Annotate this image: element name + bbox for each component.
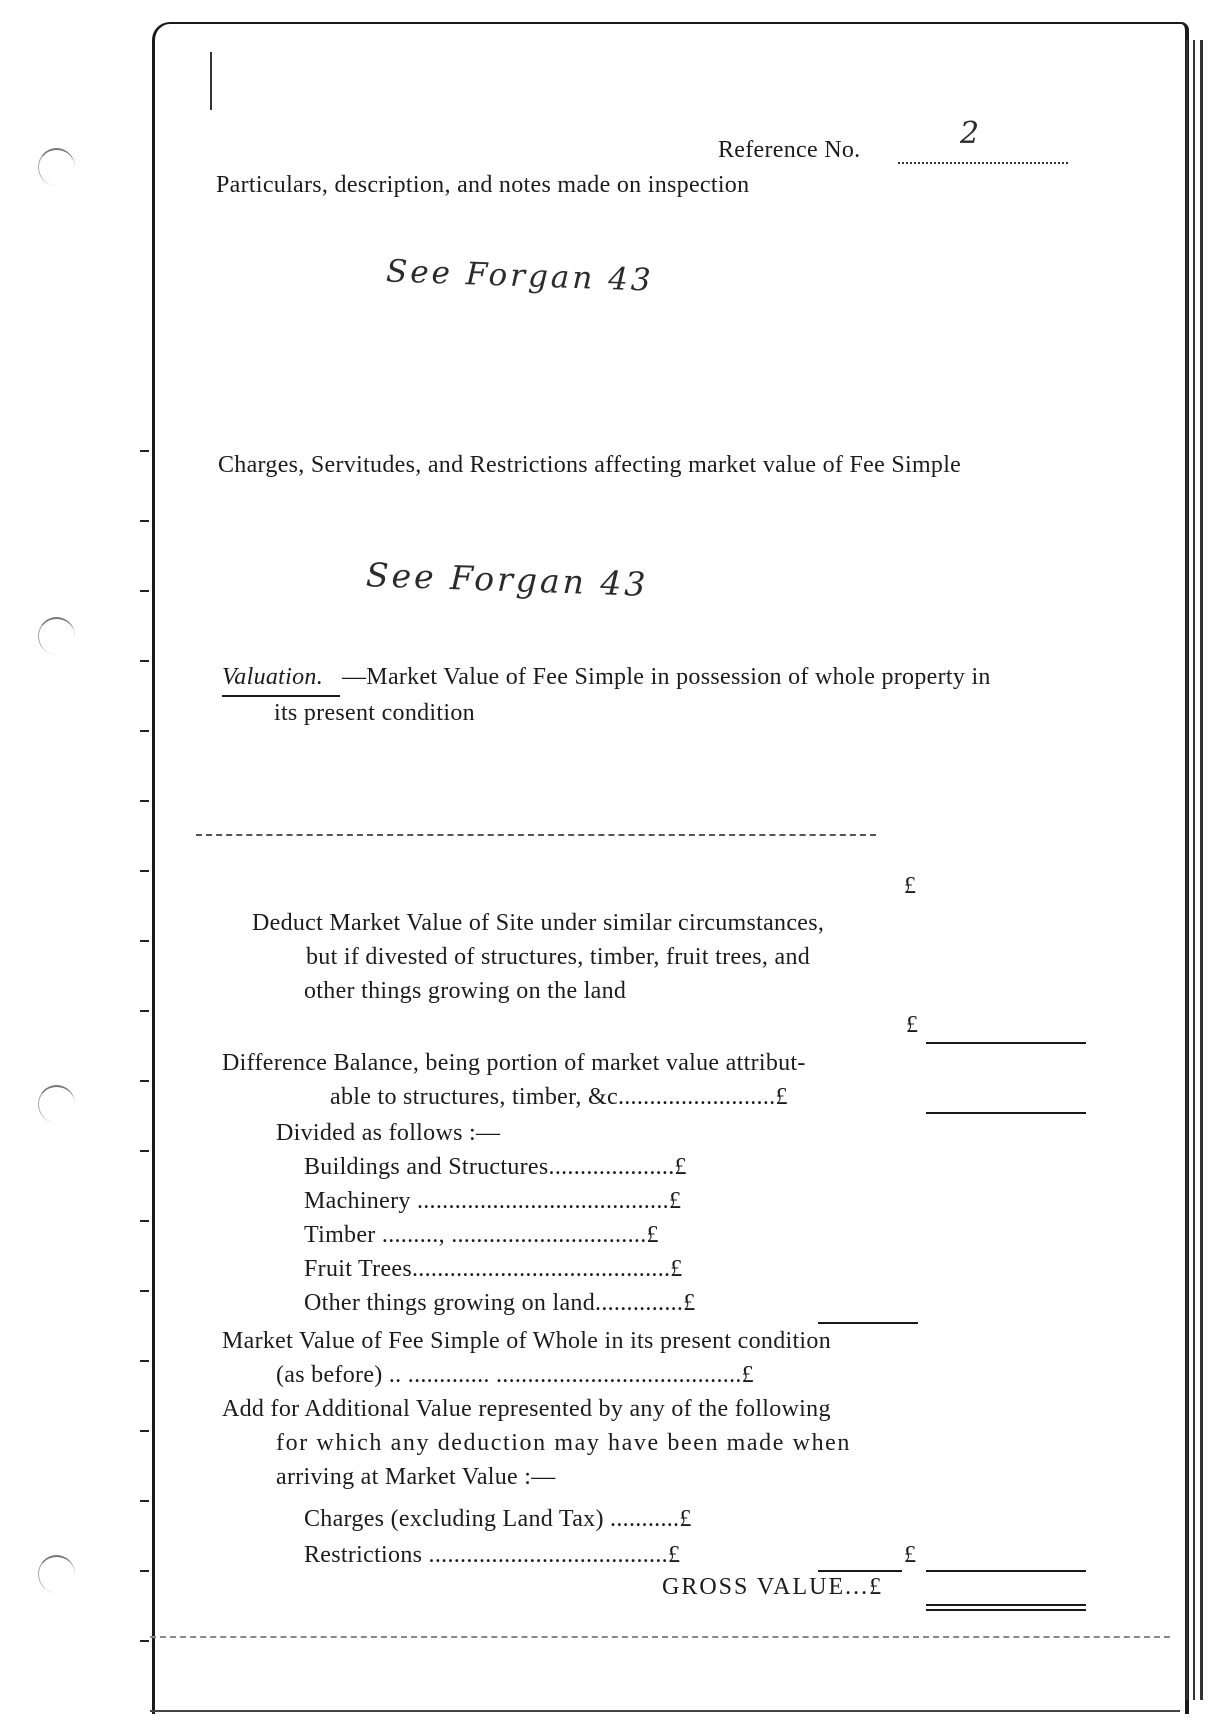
binding-tick <box>140 1080 149 1082</box>
punch-hole <box>38 617 75 655</box>
difference-line2: able to structures, timber, &c.........................£ <box>330 1084 788 1110</box>
difference-amount-line <box>926 1112 1086 1114</box>
particulars-handwritten-note: See Forgan 43 <box>385 253 655 299</box>
item-other-things: Other things growing on land..............£ <box>304 1290 696 1316</box>
page-stack-edge <box>1193 40 1195 1700</box>
gross-value-label: GROSS VALUE...£ <box>662 1574 884 1600</box>
currency-symbol: £ <box>904 1542 917 1568</box>
valuation-text-line2: its present condition <box>274 700 475 726</box>
reference-label: Reference No. <box>718 137 861 163</box>
form-page-border <box>152 22 1189 1714</box>
valuation-heading: Valuation. <box>222 664 324 690</box>
particulars-label: Particulars, description, and notes made on inspection <box>216 172 750 198</box>
valuation-entry-line <box>196 834 876 836</box>
binding-tick <box>140 520 149 522</box>
valuation-text-line1: —Market Value of Fee Simple in possession of whole property in <box>342 664 991 690</box>
add-line1: Add for Additional Value represented by any of the following <box>222 1396 831 1422</box>
binding-tick <box>140 1430 149 1432</box>
binding-tick <box>140 730 149 732</box>
reference-line <box>898 162 1068 164</box>
currency-symbol: £ <box>904 873 917 899</box>
item-timber: Timber ........., ...............................£ <box>304 1222 659 1248</box>
difference-line1: Difference Balance, being portion of market value attribut- <box>222 1050 806 1076</box>
charges-handwritten-note: See Forgan 43 <box>365 555 650 604</box>
binding-tick <box>140 1360 149 1362</box>
binding-tick <box>140 590 149 592</box>
binding-tick <box>140 1220 149 1222</box>
currency-symbol: £ <box>906 1012 919 1038</box>
page-bottom-edge <box>150 1710 1180 1712</box>
binding-tick <box>140 870 149 872</box>
item-buildings: Buildings and Structures....................£ <box>304 1154 687 1180</box>
binding-tick <box>140 660 149 662</box>
binding-tick <box>140 1010 149 1012</box>
valuation-underline <box>222 695 340 697</box>
binding-tick <box>140 940 149 942</box>
deduct-line2: but if divested of structures, timber, fruit trees, and <box>306 944 811 970</box>
binding-tick <box>140 1290 149 1292</box>
binding-tick <box>140 800 149 802</box>
binding-tick <box>140 1500 149 1502</box>
binding-tick <box>140 1150 149 1152</box>
deduct-amount-line <box>926 1042 1086 1044</box>
market-value-line1: Market Value of Fee Simple of Whole in its present condition <box>222 1328 831 1354</box>
binding-tick <box>140 1640 149 1642</box>
punch-hole <box>38 1555 75 1593</box>
binding-tick <box>140 1570 149 1572</box>
restrictions-item: Restrictions ......................................£ <box>304 1542 681 1568</box>
charges-item: Charges (excluding Land Tax) ...........£ <box>304 1506 692 1532</box>
reference-value: 2 <box>960 116 983 151</box>
binding-tick <box>140 450 149 452</box>
item-machinery: Machinery ........................................£ <box>304 1188 682 1214</box>
additional-amount-line <box>926 1570 1086 1572</box>
punch-hole <box>38 148 75 186</box>
add-line2: for which any deduction may have been made when <box>276 1430 852 1456</box>
restrictions-amount-line <box>818 1570 902 1572</box>
add-line3: arriving at Market Value :— <box>276 1464 556 1490</box>
gross-value-line <box>926 1604 1086 1606</box>
page-stack-edge <box>1186 40 1188 1700</box>
charges-label: Charges, Servitudes, and Restrictions affecting market value of Fee Simple <box>218 452 962 478</box>
items-subtotal-line <box>818 1322 918 1324</box>
page-stack-edge <box>1200 40 1203 1700</box>
deduct-line1: Deduct Market Value of Site under similar circumstances, <box>252 910 825 936</box>
page-bottom-line <box>150 1636 1170 1638</box>
item-fruit-trees: Fruit Trees.........................................£ <box>304 1256 683 1282</box>
gross-value-double-line <box>926 1609 1086 1611</box>
punch-hole <box>38 1085 75 1123</box>
divided-label: Divided as follows :— <box>276 1120 501 1146</box>
binding-mark <box>210 52 212 110</box>
market-value-line2: (as before) .. ............. .......................................£ <box>276 1362 754 1388</box>
deduct-line3: other things growing on the land <box>304 978 627 1004</box>
